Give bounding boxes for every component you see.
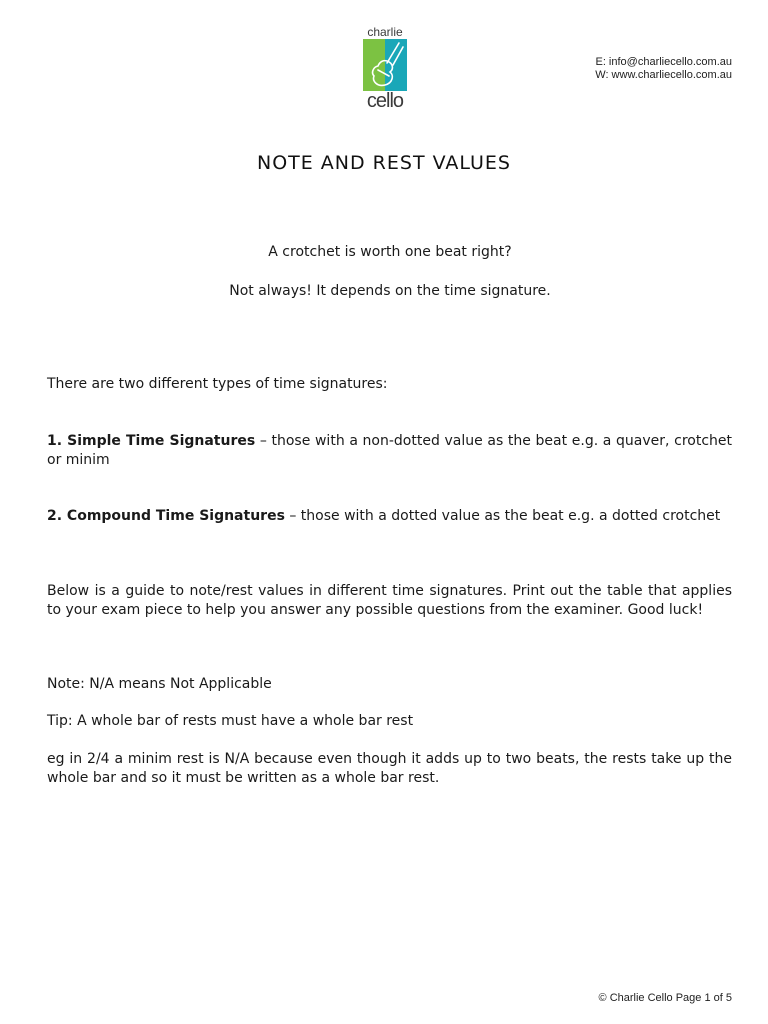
page-title: NOTE AND REST VALUES — [256, 152, 511, 174]
page-footer: © Charlie Cello Page 1 of 5 — [598, 992, 732, 1004]
logo-top-text: charlie — [367, 25, 403, 39]
contact-email[interactable]: E: info@charliecello.com.au — [595, 56, 732, 68]
charlie-cello-logo — [361, 26, 409, 112]
cello-icon — [363, 39, 407, 91]
simple-time-signatures — [47, 432, 732, 469]
types-intro: There are two different types of time signatures: — [47, 376, 388, 392]
simple-label: 1. Simple Time Signatures — [47, 433, 256, 449]
intro-answer: Not always! It depends on the time signature. — [229, 283, 551, 299]
compound-label: 2. Compound Time Signatures — [47, 508, 285, 524]
compound-time-signatures — [47, 507, 732, 526]
contact-website[interactable]: W: www.charliecello.com.au — [595, 69, 732, 81]
logo-bottom-text: cello — [366, 90, 404, 112]
guide-paragraph: Below is a guide to note/rest values in different time signatures. Print out the table that applies to your exam piece to help you answer any possible questions from the examiner. Good luck! — [47, 583, 732, 618]
note-line: Note: N/A means Not Applicable — [47, 676, 272, 692]
example-paragraph: eg in 2/4 a minim rest is N/A because even though it adds up to two beats, the rests take up the whole bar and so it must be written as a whole bar rest. — [47, 751, 732, 786]
intro-question: A crotchet is worth one beat right? — [268, 244, 512, 260]
compound-text: – those with a dotted value as the beat e.g. a dotted crotchet — [284, 508, 721, 524]
contact-info — [595, 56, 732, 82]
simple-text: – those with a non-dotted value as the beat e.g. a quaver, crotchet or minim — [47, 433, 732, 468]
tip-line: Tip: A whole bar of rests must have a whole bar rest — [47, 713, 414, 729]
